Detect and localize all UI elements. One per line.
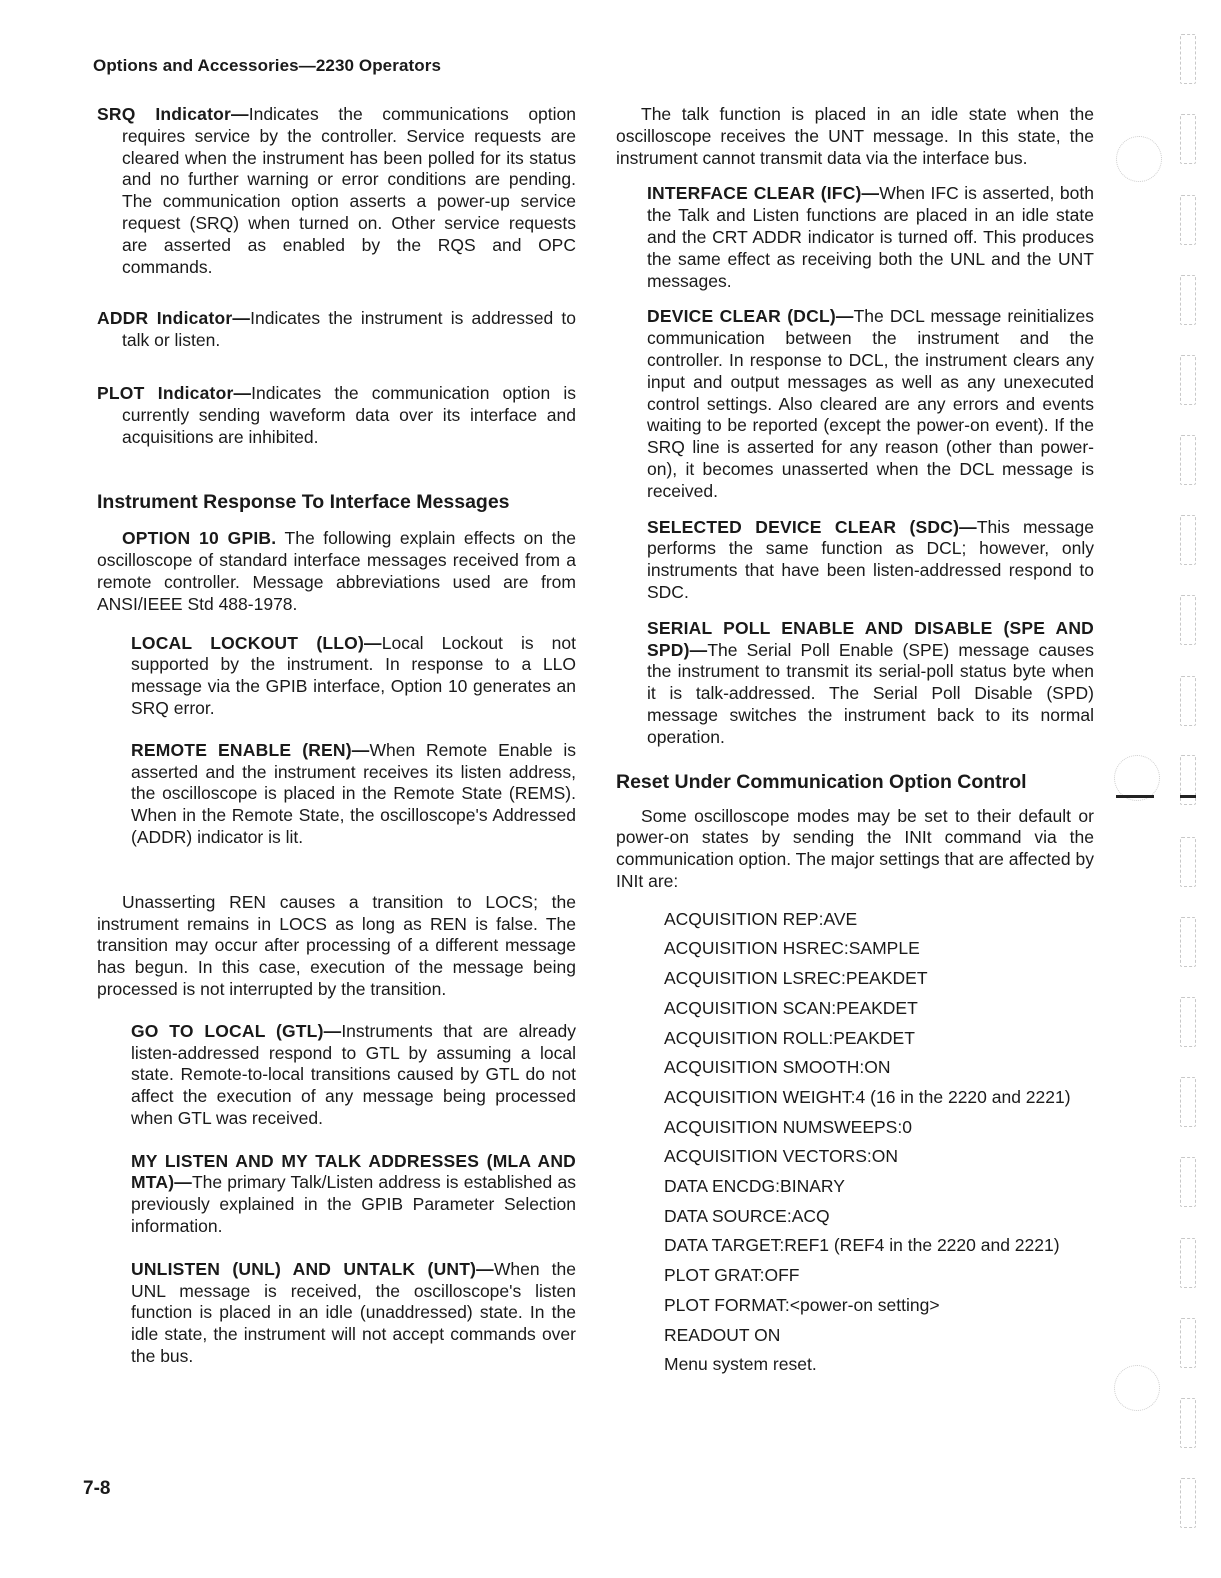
sdc-paragraph [616, 517, 1094, 604]
gtl-text: Instruments that are already listen-addressed respond to GTL by assuming a local state. Remote-to-local transitions caused by GTL do not affect the execution of any message being processed when GTL was received. [131, 1020, 577, 1128]
gtl-paragraph [97, 1021, 576, 1130]
edge-tab-mark [1180, 515, 1196, 565]
addr-indicator-paragraph [97, 308, 576, 352]
gtl-title: GO TO LOCAL (GTL)— [131, 1020, 342, 1041]
init-setting-item: ACQUISITION LSREC:PEAKDET [664, 968, 928, 989]
ren-title: REMOTE ENABLE (REN)— [131, 739, 370, 760]
init-setting-item: Menu system reset. [664, 1354, 817, 1375]
dcl-text: The DCL message reinitializes communication between the instrument and the controller. In response to DCL, the instrument clears any input and output messages as well as any unexecuted control settings. Also cleared are any errors and events waiting to be reported (except the power-on event). If the SRQ line is asserted for any reason (other than power-on), it becomes unasserted when the DCL message is received. [647, 306, 1094, 501]
edge-tab-mark [1180, 1238, 1196, 1288]
init-setting-item: ACQUISITION WEIGHT:4 (16 in the 2220 and 2221) [664, 1086, 1071, 1107]
unasserting-paragraph: Unasserting REN causes a transition to LOCS; the instrument remains in LOCS as long as REN is false. The transition may occur after processing of a different message has begun. In this case, execution of the message being processed is not interrupted by the transition. [97, 891, 576, 999]
llo-text: Local Lockout is not supported by the instrument. In response to a LLO message via the GPIB interface, Option 10 generates an SRQ error. [131, 632, 576, 718]
edge-tab-mark [1180, 917, 1196, 967]
page-number: 7-8 [83, 1478, 111, 1499]
init-setting-item: PLOT GRAT:OFF [664, 1265, 800, 1286]
edge-tab-mark [1180, 595, 1196, 645]
section-heading: Instrument Response To Interface Messages [97, 491, 510, 514]
init-setting-item: DATA TARGET:REF1 (REF4 in the 2220 and 2221) [664, 1235, 1060, 1256]
init-settings-list [616, 905, 1094, 1380]
ren-paragraph [97, 740, 576, 849]
init-setting-item: DATA ENCDG:BINARY [664, 1176, 845, 1197]
edge-tab-mark [1180, 837, 1196, 887]
unl-unt-text: When the UNL message is received, the oscilloscope's listen function is placed in an idle (unaddressed) state. In the idle state, the instrument will not accept commands over the bus. [131, 1258, 576, 1367]
punch-hole-mark [1116, 136, 1162, 182]
running-header: Options and Accessories—2230 Operators [93, 56, 442, 75]
dcl-paragraph [616, 306, 1094, 502]
srq-indicator-title: SRQ Indicator— [97, 104, 249, 124]
edge-tab-mark [1180, 114, 1196, 164]
registration-bar [1116, 795, 1154, 798]
init-setting-item: READOUT ON [664, 1324, 781, 1345]
addr-indicator-title: ADDR Indicator— [97, 308, 251, 329]
llo-title: LOCAL LOCKOUT (LLO)— [131, 632, 382, 653]
srq-indicator-text: Indicates the communications option requires service by the controller. Service requests are cleared when the instrument has been polled for its status and no further warning or error conditions are pending. The communication option asserts a power-up service request (SRQ) when turned on. Other service requests are asserted as enabled by the RQS and OPC commands. [122, 104, 576, 277]
left-column [97, 104, 576, 1368]
llo-paragraph [97, 633, 576, 720]
binding-edge-marks [1160, 0, 1221, 1578]
sdc-title: SELECTED DEVICE CLEAR (SDC)— [647, 516, 977, 537]
sdc-text: This message performs the same function as DCL; however, only instruments that have been listen-addressed respond to SDC. [647, 516, 1094, 602]
edge-tab-mark [1180, 195, 1196, 245]
edge-tab-mark [1180, 1398, 1196, 1448]
right-column [616, 104, 1094, 1380]
unl-unt-title: UNLISTEN (UNL) AND UNTALK (UNT)— [131, 1258, 494, 1279]
edge-tab-mark [1180, 1478, 1196, 1528]
spe-spd-title: SERIAL POLL ENABLE AND DISABLE (SPE AND SPD)— [647, 617, 1094, 660]
init-setting-item: ACQUISITION HSREC:SAMPLE [664, 938, 920, 959]
gpib-paragraph [97, 528, 576, 615]
talk-function-paragraph: The talk function is placed in an idle state when the oscilloscope receives the UNT message. In this state, the instrument cannot transmit data via the interface bus. [616, 104, 1094, 168]
plot-indicator-title: PLOT Indicator— [97, 382, 252, 403]
init-setting-item: ACQUISITION REP:AVE [664, 908, 858, 929]
init-setting-item: ACQUISITION SMOOTH:ON [664, 1057, 891, 1078]
reset-heading: Reset Under Communication Option Control [616, 770, 1027, 793]
mla-mta-paragraph [97, 1151, 576, 1238]
reset-paragraph: Some oscilloscope modes may be set to their default or power-on states by sending the INIt command via the communication option. The major settings that are affected by INIt are: [616, 805, 1094, 891]
ifc-text: When IFC is asserted, both the Talk and Listen functions are placed in an idle state and the CRT ADDR indicator is turned off. This produces the same effect as receiving both the UNL and the UNT messages. [647, 183, 1094, 291]
dcl-title: DEVICE CLEAR (DCL)— [647, 306, 854, 327]
init-setting-item: DATA SOURCE:ACQ [664, 1205, 830, 1226]
gpib-title: OPTION 10 GPIB. [122, 528, 277, 549]
init-setting-item: ACQUISITION NUMSWEEPS:0 [664, 1116, 912, 1137]
init-setting-item: PLOT FORMAT:<power-on setting> [664, 1294, 940, 1315]
registration-bar [1180, 795, 1196, 798]
ifc-paragraph [616, 183, 1094, 292]
edge-tab-mark [1180, 275, 1196, 325]
edge-tab-mark [1180, 435, 1196, 485]
mla-mta-title: MY LISTEN AND MY TALK ADDRESSES (MLA AND MTA)— [131, 1150, 576, 1193]
unl-unt-paragraph [97, 1259, 576, 1368]
spe-spd-text: The Serial Poll Enable (SPE) message causes the instrument to transmit its serial-poll status byte when it is talk-addressed. The Serial Poll Disable (SPD) message switches the instrument back to its normal operation. [647, 639, 1094, 747]
edge-tab-mark [1180, 1157, 1196, 1207]
init-setting-item: ACQUISITION VECTORS:ON [664, 1146, 899, 1167]
plot-indicator-text: Indicates the communication option is currently sending waveform data over its interface and acquisitions are inhibited. [122, 382, 576, 447]
edge-tab-mark [1180, 34, 1196, 84]
ifc-title: INTERFACE CLEAR (IFC)— [647, 183, 880, 204]
init-setting-item: ACQUISITION SCAN:PEAKDET [664, 997, 918, 1018]
edge-tab-mark [1180, 676, 1196, 726]
plot-indicator-paragraph [97, 383, 576, 448]
edge-tab-mark [1180, 997, 1196, 1047]
ren-text: When Remote Enable is asserted and the instrument receives its listen address, the oscilloscope is placed in the Remote State (REMS). When in the Remote State, the oscilloscope's Addressed (ADDR) indicator is lit. [131, 739, 576, 847]
edge-tab-mark [1180, 355, 1196, 405]
edge-tab-mark [1180, 1318, 1196, 1368]
spe-spd-paragraph [616, 618, 1094, 749]
srq-indicator-paragraph [97, 104, 576, 278]
gpib-text: The following explain effects on the oscilloscope of standard interface messages received from a remote controller. Message abbreviations used are from ANSI/IEEE Std 488-1978. [97, 528, 576, 614]
punch-hole-mark [1114, 1365, 1160, 1411]
mla-mta-text: The primary Talk/Listen address is established as previously explained in the GPIB Parameter Selection information. [131, 1172, 576, 1237]
addr-indicator-text: Indicates the instrument is addressed to talk or listen. [122, 308, 576, 351]
edge-tab-mark [1180, 1077, 1196, 1127]
init-setting-item: ACQUISITION ROLL:PEAKDET [664, 1027, 915, 1048]
